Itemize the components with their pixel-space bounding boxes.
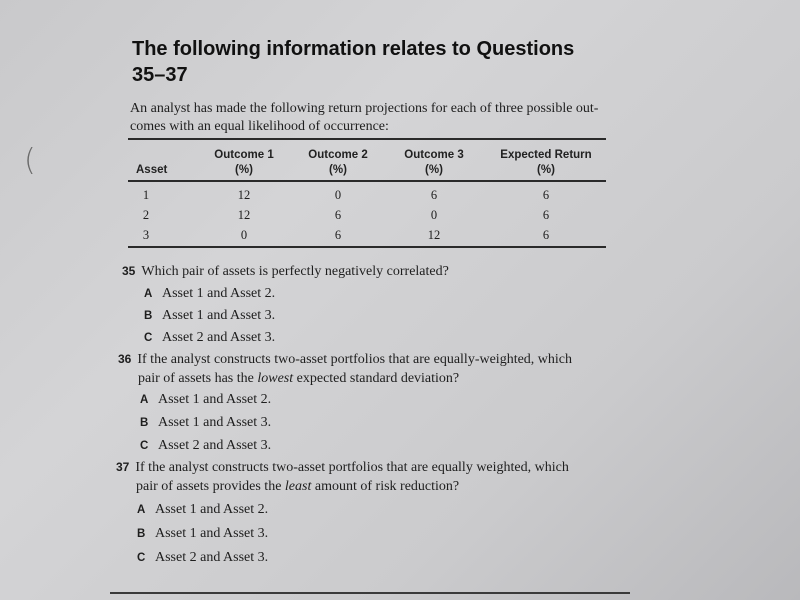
table-cell: 0 xyxy=(240,228,248,242)
option-letter: C xyxy=(137,552,146,564)
question-number: 36 xyxy=(118,352,132,366)
option-letter: A xyxy=(137,504,146,516)
header-outcome-3: Outcome 3 (%) xyxy=(404,149,464,176)
question-36-option-c[interactable] xyxy=(140,437,271,455)
question-35-option-b[interactable] xyxy=(144,307,275,325)
option-text: Asset 2 and Asset 3. xyxy=(155,550,269,565)
table-cell: 12 xyxy=(237,208,251,222)
question-35-option-a[interactable] xyxy=(144,285,275,303)
emphasis-word: lowest xyxy=(257,371,294,386)
header-expected-return: Expected Return (%) xyxy=(500,149,592,176)
question-text-line-1: If the analyst constructs two-asset portfolios that are equally-weighted, which xyxy=(137,352,573,367)
option-letter: C xyxy=(144,332,153,344)
question-number: 35 xyxy=(122,264,136,278)
page-bottom-rule xyxy=(110,592,630,594)
option-letter: A xyxy=(140,394,149,406)
question-text-line-2: pair of assets has the lowest expected standard deviation? xyxy=(138,371,460,386)
header-asset: Asset xyxy=(136,164,168,176)
question-text: Which pair of assets is perfectly negatively correlated? xyxy=(141,264,449,279)
table-cell: 6 xyxy=(334,228,342,242)
question-35 xyxy=(122,262,622,281)
question-number: 37 xyxy=(116,460,130,474)
option-letter: B xyxy=(144,310,153,322)
question-35-option-c[interactable] xyxy=(144,329,275,347)
option-letter: C xyxy=(140,440,149,452)
question-36-option-a[interactable] xyxy=(140,391,271,409)
option-letter: B xyxy=(137,528,146,540)
option-text: Asset 1 and Asset 2. xyxy=(162,286,276,301)
question-text-line-2: pair of assets provides the least amount of risk reduction? xyxy=(136,479,460,494)
heading-line-2: 35–37 xyxy=(132,64,188,86)
table-cell: 6 xyxy=(542,188,550,202)
table-cell: 0 xyxy=(430,208,438,222)
table-cell: 0 xyxy=(334,188,342,202)
option-text: Asset 1 and Asset 2. xyxy=(155,502,269,517)
header-outcome-2: Outcome 2 (%) xyxy=(308,149,368,176)
option-text: Asset 1 and Asset 2. xyxy=(158,392,272,407)
question-37-option-b[interactable] xyxy=(137,525,268,543)
option-text: Asset 1 and Asset 3. xyxy=(155,526,269,541)
heading-line-1: The following information relates to Questions xyxy=(132,38,575,60)
intro-paragraph xyxy=(130,100,620,136)
table-cell: 3 xyxy=(142,228,150,242)
table-cell: 12 xyxy=(427,228,441,242)
table-cell: 12 xyxy=(237,188,251,202)
margin-bracket-mark: ( xyxy=(24,143,36,178)
table-bottom-rule xyxy=(128,246,606,248)
table-cell: 6 xyxy=(542,208,550,222)
option-text: Asset 2 and Asset 3. xyxy=(158,438,272,453)
option-letter: A xyxy=(144,288,153,300)
table-cell: 6 xyxy=(334,208,342,222)
header-outcome-1: Outcome 1 (%) xyxy=(214,149,274,176)
option-text: Asset 1 and Asset 3. xyxy=(162,308,276,323)
question-37-option-a[interactable] xyxy=(137,501,268,519)
table-cell: 6 xyxy=(542,228,550,242)
intro-line-2: comes with an equal likelihood of occurrence: xyxy=(130,119,389,134)
table-cell: 6 xyxy=(430,188,438,202)
emphasis-word: least xyxy=(284,479,312,494)
question-37 xyxy=(116,458,616,496)
option-text: Asset 1 and Asset 3. xyxy=(158,415,272,430)
intro-line-1: An analyst has made the following return projections for each of three possible out- xyxy=(130,101,599,116)
question-36 xyxy=(118,350,618,388)
table-cell: 2 xyxy=(142,208,150,222)
option-letter: B xyxy=(140,417,149,429)
question-text-line-1: If the analyst constructs two-asset portfolios that are equally weighted, which xyxy=(135,460,569,475)
question-36-option-b[interactable] xyxy=(140,414,271,432)
option-text: Asset 2 and Asset 3. xyxy=(162,330,276,345)
question-37-option-c[interactable] xyxy=(137,549,268,567)
table-header-rule xyxy=(128,180,606,182)
table-top-rule xyxy=(128,138,606,140)
section-heading xyxy=(132,36,612,88)
table-cell: 1 xyxy=(142,188,150,202)
